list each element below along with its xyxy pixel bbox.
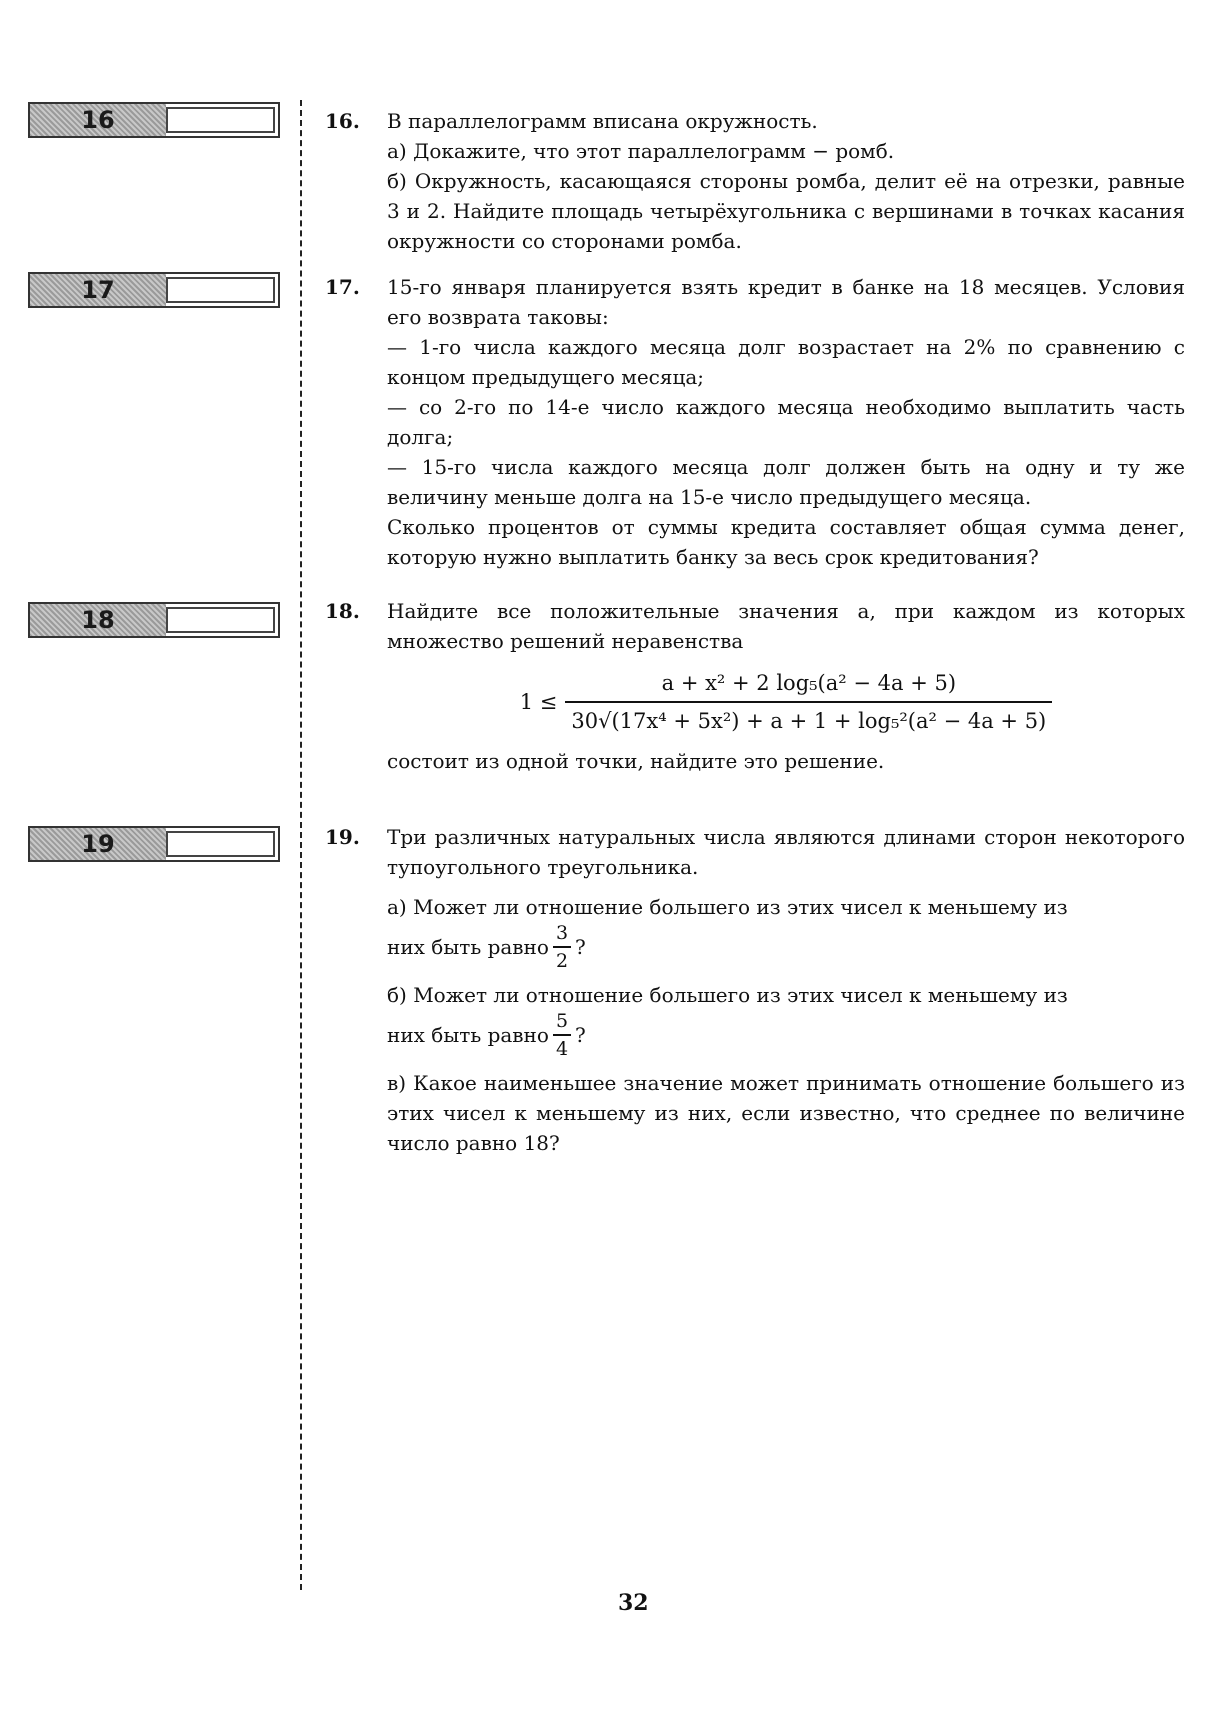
answer-box-16 [28, 102, 280, 138]
answer-field[interactable] [166, 831, 275, 857]
fraction-3-2 [553, 922, 571, 972]
formula-fraction [565, 668, 1052, 736]
task-18 [325, 596, 1185, 776]
question-mark: ? [575, 1023, 586, 1047]
task-intro: В параллелограмм вписана окружность. [387, 109, 818, 133]
formula-denominator: 30√(17x⁴ + 5x²) + a + 1 + log₅²(a² − 4a + 5) [565, 701, 1052, 736]
task-19 [325, 822, 1185, 1158]
inequality-formula [387, 668, 1185, 736]
answer-box-number: 18 [30, 604, 166, 636]
task-paragraph: Сколько процентов от суммы кредита составляет общая сумма денег, которую нужно выплатить банку за весь срок кредитования? [387, 515, 1185, 569]
fraction-numerator: 5 [555, 1010, 569, 1032]
task-part-a-question [387, 922, 1185, 972]
cut-line [300, 100, 302, 1590]
task-paragraph: состоит из одной точки, найдите это решение. [387, 749, 885, 773]
task-paragraph: — 15-го числа каждого месяца долг должен быть на одну и ту же величину меньше долга на 15-е число предыдущего месяца. [387, 455, 1185, 509]
fraction-denominator: 2 [553, 946, 571, 972]
task-part-b: б) Окружность, касающаяся стороны ромба, делит её на отрезки, равные 3 и 2. Найдите площадь четырёхугольника с вершинами в точках касания окружности со сторонами ромба. [387, 169, 1185, 253]
task-paragraph: 15-го января планируется взять кредит в банке на 18 месяцев. Условия его возврата таковы: [387, 275, 1185, 329]
task-paragraph: Найдите все положительные значения a, при каждом из которых множество решений неравенства [387, 599, 1185, 653]
question-mark: ? [575, 935, 586, 959]
task-paragraph: — со 2-го по 14-е число каждого месяца необходимо выплатить часть долга; [387, 395, 1185, 449]
formula-lhs: 1 ≤ [519, 690, 558, 714]
fraction-denominator: 4 [553, 1034, 571, 1060]
answer-field[interactable] [166, 107, 275, 133]
task-part-b: б) Может ли отношение большего из этих чисел к меньшему из [387, 983, 1068, 1007]
fraction-5-4 [553, 1010, 571, 1060]
task-paragraph: Три различных натуральных числа являются длинами сторон некоторого тупоугольного треугольника. [387, 825, 1185, 879]
answer-box-17 [28, 272, 280, 308]
task-part-a: а) Может ли отношение большего из этих чисел к меньшему из [387, 895, 1068, 919]
answer-field[interactable] [166, 277, 275, 303]
page-number: 32 [618, 1590, 649, 1616]
answer-box-number: 17 [30, 274, 166, 306]
task-part-b-question [387, 1010, 1185, 1060]
task-number: 16. [325, 109, 360, 133]
answer-box-number: 16 [30, 104, 166, 136]
formula-numerator: a + x² + 2 log₅(a² − 4a + 5) [661, 671, 957, 695]
answer-box-19 [28, 826, 280, 862]
answer-box-number: 19 [30, 828, 166, 860]
question-text: них быть равно [387, 935, 549, 959]
task-part-a: а) Докажите, что этот параллелограмм − ромб. [387, 139, 895, 163]
task-number: 19. [325, 825, 360, 849]
task-paragraph: — 1-го числа каждого месяца долг возрастает на 2% по сравнению с концом предыдущего месяца; [387, 335, 1185, 389]
task-17 [325, 272, 1185, 572]
task-number: 17. [325, 275, 360, 299]
answer-field[interactable] [166, 607, 275, 633]
fraction-numerator: 3 [555, 922, 569, 944]
answer-box-18 [28, 602, 280, 638]
question-text: них быть равно [387, 1023, 549, 1047]
task-part-c: в) Какое наименьшее значение может принимать отношение большего из этих чисел к меньшему из них, если известно, что среднее по величине число равно 18? [387, 1071, 1185, 1155]
task-16 [325, 106, 1185, 256]
task-number: 18. [325, 599, 360, 623]
